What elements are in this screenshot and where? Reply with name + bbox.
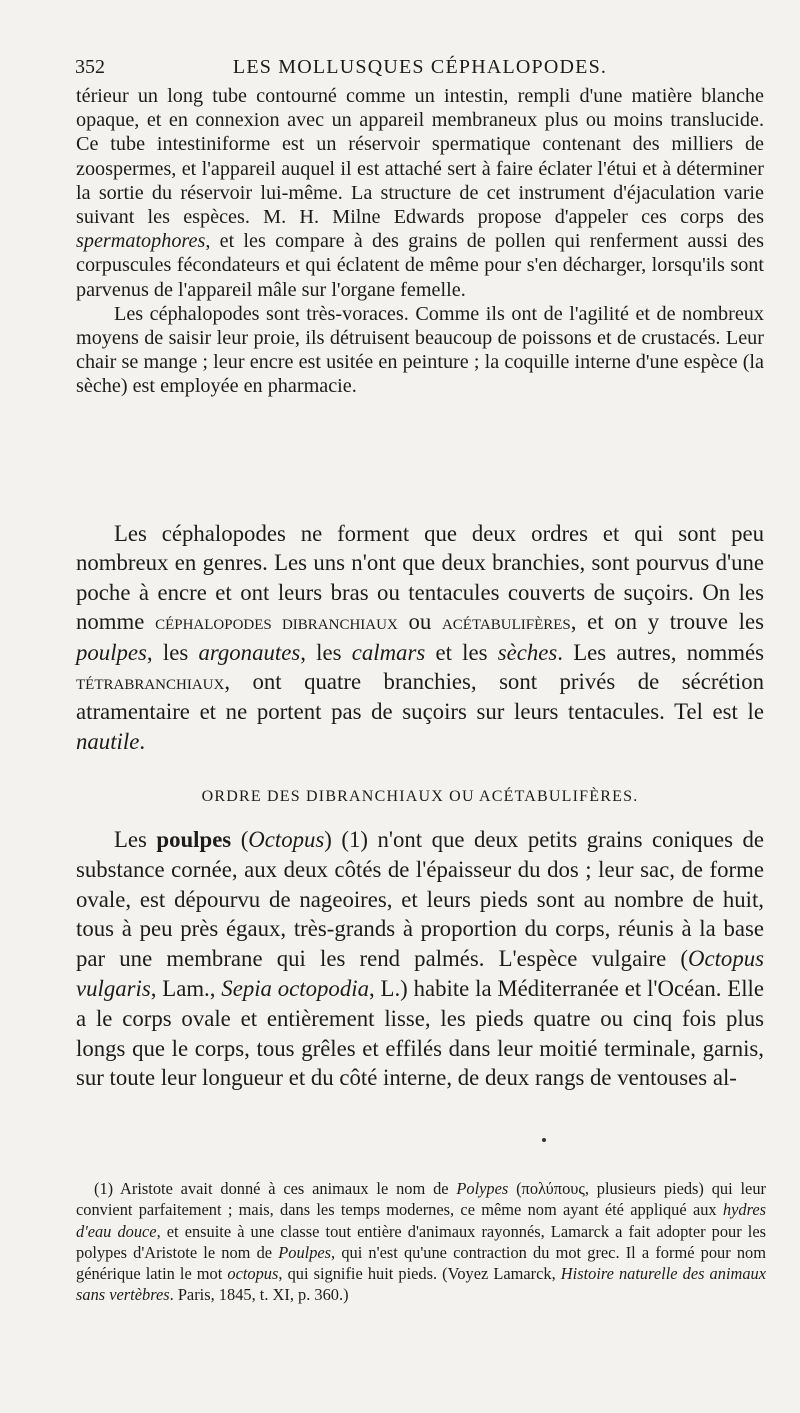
poulpes-paragraph: Les poulpes (Octopus) (1) n'ont que deux petits grains coniques de substance cornée, aux deux côtés de l'épaisseur du dos ; leur sac, de forme ovale, est dépourvu de nageoires, et leurs pieds sont au nombre de huit, tous à peu près égaux, très-grands à proportion du corps, réunis à la base par une membrane qui les rend palmés. L'espèce vulgaire (Octopus vulgaris, Lam., Sepia octopodia, L.) habite la Méditerranée et l'Océan. Elle a le corps ovale et entièrement lisse, les pieds quatre ou cinq fois plus longs que le corps, tous grêles et effilés dans leur moitié terminale, garnis, sur toute leur longueur et du côté interne, de deux rangs de ventouses al-: [76, 827, 764, 1091]
footnote: (1) Aristote avait donné à ces animaux le nom de Polypes (πολύπους, plusieurs pieds) qui leur convient parfaitement ; mais, dans les temps modernes, ce même nom ayant été appliqué aux hydres d'eau douce, et ensuite à une classe tout entière d'animaux rayonnés, Lamarck a fait adopter pour les polypes d'Aristote le nom de Poulpes, qui n'est qu'une contraction du mot grec. Il a formé pour nom générique latin le mot octopus, qui signifie huit pieds. (Voyez Lamarck, Histoire naturelle des animaux sans vertèbres. Paris, 1845, t. XI, p. 360.): [76, 1179, 767, 1305]
upper-text-block: [76, 84, 764, 399]
orders-paragraph: Les céphalopodes ne forment que deux ordres et qui sont peu nombreux en genres. Les uns n'ont que deux branchies, sont pourvus d'une poche à encre et ont leurs bras ou tentacules couverts de suçoirs. On les nomme céphalopodes dibranchiaux ou acétabulifères, et on y trouve les poulpes, les argonautes, les calmars et les sèches. Les autres, nommés tétrabranchiaux, ont quatre branchies, sont privés de sécrétion atramentaire et ne portent pas de suçoirs sur leurs tentacules. Tel est le nautile.: [76, 521, 765, 754]
running-title: LES MOLLUSQUES CÉPHALOPODES.: [232, 56, 608, 78]
paragraph-spermatophores: térieur un long tube contourné comme un intestin, rempli d'une matière blanche opaque, et en connexion avec un appareil membraneux plus ou moins translucide. Ce tube intestiniforme est un réservoir spermatique contenant des milliers de zoospermes, et l'appareil auquel il est attaché sert à faire éclater l'étui et à déterminer la sortie du réservoir lui-même. La structure de cet instrument d'éjaculation varie suivant les espèces. M. H. Milne Edwards propose d'appeler ces corps des spermatophores, et les compare à des grains de pollen qui renferment aussi des corpuscules fécondateurs et qui éclatent de même pour s'en décharger, lorsqu'ils sont parvenus de l'appareil mâle sur l'organe femelle.: [76, 85, 764, 301]
ink-speck: [542, 1138, 546, 1142]
paragraph-voracity: Les céphalopodes sont très-voraces. Comme ils ont de l'agilité et de nombreux moyens de saisir leur proie, ils détruisent beaucoup de poissons et de crustacés. Leur chair se mange ; leur encre est usitée en peinture ; la coquille interne d'une espèce (la sèche) est employée en pharmacie.: [76, 302, 764, 398]
page-number: 352: [75, 56, 105, 78]
page-header: [75, 56, 765, 82]
section-heading: ORDRE DES DIBRANCHIAUX OU ACÉTABULIFÈRES.: [201, 788, 639, 805]
